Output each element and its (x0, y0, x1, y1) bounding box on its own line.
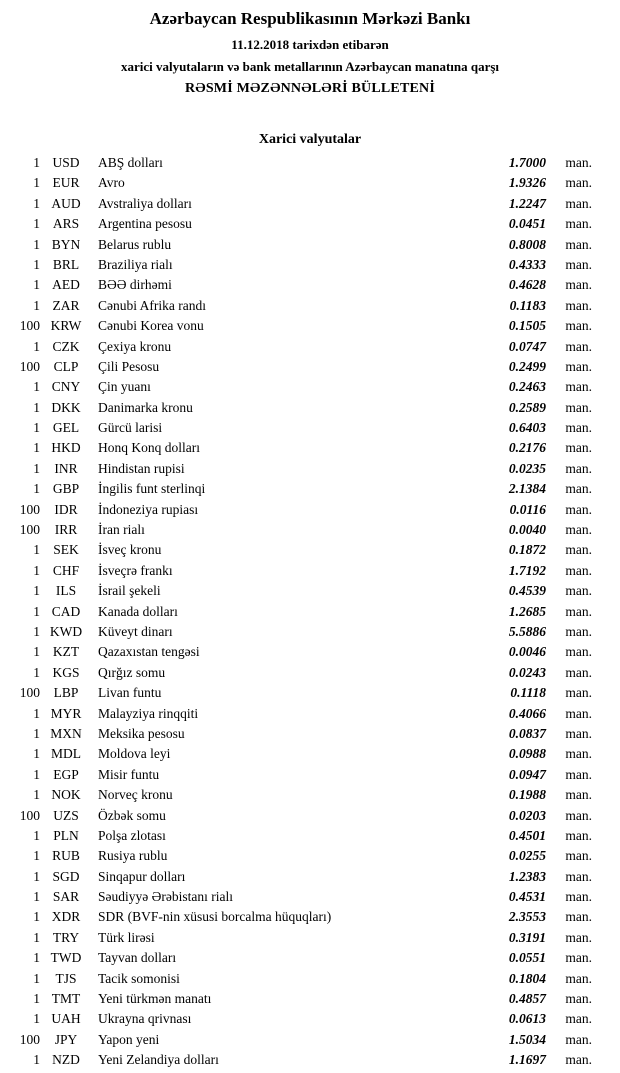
currency-name: İsveç kronu (98, 542, 162, 558)
rate-value: 0.0040 (508, 522, 546, 538)
currency-name: Küveyt dinarı (98, 623, 173, 639)
rate-value: 0.6403 (508, 420, 546, 436)
rate-unit: man. (565, 603, 592, 619)
rate-row (12, 194, 592, 214)
rate-row (12, 785, 592, 805)
rate-row (12, 561, 592, 581)
currency-name: Özbək somu (98, 807, 166, 823)
currency-quantity: 100 (19, 685, 40, 701)
currency-quantity: 1 (33, 787, 40, 803)
rate-row (12, 438, 592, 458)
rate-unit: man. (565, 277, 592, 293)
currency-name: Çexiya kronu (98, 338, 172, 354)
rate-row (12, 235, 592, 255)
rate-value: 1.2383 (508, 868, 546, 884)
rate-value: 0.0551 (508, 950, 546, 966)
currency-quantity: 1 (33, 440, 40, 456)
rate-unit: man. (565, 746, 592, 762)
currency-quantity: 100 (19, 501, 40, 517)
rate-row (12, 1050, 592, 1070)
rate-row (12, 622, 592, 642)
currency-name: İsveçrə frankı (98, 562, 173, 578)
currency-quantity: 1 (33, 338, 40, 354)
rate-row (12, 316, 592, 336)
rate-row (12, 683, 592, 703)
currency-code: KZT (52, 644, 80, 660)
currency-code: EGP (53, 766, 79, 782)
rate-value: 0.1505 (508, 318, 546, 334)
rate-value: 0.2176 (508, 440, 546, 456)
rate-unit: man. (565, 705, 592, 721)
rate-unit: man. (565, 766, 592, 782)
rate-unit: man. (565, 1011, 592, 1027)
rate-unit: man. (565, 1052, 592, 1068)
rate-value: 0.8008 (508, 236, 546, 252)
rate-unit: man. (565, 848, 592, 864)
rate-unit: man. (565, 1031, 592, 1047)
rate-unit: man. (565, 623, 592, 639)
rate-value: 0.0837 (508, 725, 546, 741)
currency-code: TRY (52, 929, 80, 945)
rate-unit: man. (565, 583, 592, 599)
currency-code: ZAR (52, 297, 80, 313)
rate-value: 0.4539 (508, 583, 546, 599)
rate-unit: man. (565, 195, 592, 211)
currency-code: INR (54, 460, 78, 476)
currency-name: Türk lirəsi (98, 929, 155, 945)
currency-quantity: 1 (33, 725, 40, 741)
rate-value: 0.4333 (508, 256, 546, 272)
currency-quantity: 1 (33, 848, 40, 864)
currency-code: TMT (51, 991, 81, 1007)
currency-quantity: 1 (33, 420, 40, 436)
bank-name-title: Azərbaycan Respublikasının Mərkəzi Bankı (149, 9, 471, 28)
rate-unit: man. (565, 562, 592, 578)
currency-name: Qırğız somu (98, 664, 166, 680)
rate-row (12, 520, 592, 540)
currency-quantity: 1 (33, 603, 40, 619)
currency-code: HKD (51, 440, 81, 456)
rate-value: 0.0203 (508, 807, 546, 823)
rate-row (12, 744, 592, 764)
currency-code: UZS (53, 807, 79, 823)
currency-code: MXN (50, 725, 82, 741)
currency-code: CHF (52, 562, 80, 578)
rate-row (12, 500, 592, 520)
rate-unit: man. (565, 787, 592, 803)
rate-value: 0.4628 (508, 277, 546, 293)
currency-name: Ukrayna qrivnası (98, 1011, 192, 1027)
rate-unit: man. (565, 950, 592, 966)
rate-value: 0.1183 (509, 297, 546, 313)
currency-quantity: 1 (33, 868, 40, 884)
currency-name: Sinqapur dolları (98, 868, 186, 884)
rate-row (12, 602, 592, 622)
rate-value: 0.0613 (508, 1011, 546, 1027)
rate-value: 0.0243 (508, 664, 546, 680)
currency-name: Polşa zlotası (98, 827, 166, 843)
rate-row (12, 826, 592, 846)
rate-value: 0.1872 (508, 542, 546, 558)
rate-row (12, 173, 592, 193)
currency-quantity: 1 (33, 155, 40, 170)
currency-name: BƏƏ dirhəmi (98, 277, 172, 293)
currency-name: İngilis funt sterlinqi (98, 481, 206, 497)
currency-quantity: 1 (33, 379, 40, 395)
rate-unit: man. (565, 868, 592, 884)
currency-quantity: 1 (33, 1011, 40, 1027)
currency-name: Səudiyyə Ərəbistanı rialı (98, 889, 233, 905)
currency-quantity: 1 (33, 889, 40, 905)
rate-unit: man. (565, 807, 592, 823)
rate-unit: man. (565, 909, 592, 925)
currency-code: BYN (51, 236, 81, 252)
currency-code: ARS (52, 216, 80, 232)
currency-code: NOK (51, 787, 81, 803)
rate-value: 0.2589 (508, 399, 546, 415)
rate-value: 0.2499 (508, 358, 546, 374)
rate-unit: man. (565, 889, 592, 905)
currency-name: İsrail şekeli (98, 583, 161, 599)
currency-quantity: 1 (33, 277, 40, 293)
rate-row (12, 867, 592, 887)
document-header (0, 6, 620, 96)
currency-quantity: 1 (33, 297, 40, 313)
rate-row (12, 806, 592, 826)
rate-row (12, 459, 592, 479)
rate-row (12, 581, 592, 601)
currency-code: MYR (50, 705, 82, 721)
currency-name: ABŞ dolları (98, 155, 163, 170)
currency-code: UAH (51, 1011, 81, 1027)
currency-quantity: 1 (33, 909, 40, 925)
currency-code: AUD (51, 195, 81, 211)
currency-quantity: 1 (33, 644, 40, 660)
rate-value: 0.4501 (508, 827, 546, 843)
currency-name: Qazaxıstan tengəsi (98, 644, 200, 660)
rate-value: 1.9326 (508, 175, 546, 191)
rate-unit: man. (565, 155, 592, 170)
rate-value: 1.7000 (508, 155, 546, 170)
rate-value: 0.4066 (508, 705, 546, 721)
rate-value: 1.1697 (508, 1052, 546, 1068)
currency-code: PLN (53, 827, 79, 843)
currency-name: Tacik somonisi (98, 970, 180, 986)
rate-value: 0.0747 (508, 338, 546, 354)
rate-row (12, 357, 592, 377)
currency-code: JPY (54, 1031, 78, 1047)
currency-name: Braziliya rialı (98, 256, 173, 272)
rate-unit: man. (565, 297, 592, 313)
currency-quantity: 100 (19, 318, 40, 334)
currency-name: Hindistan rupisi (98, 460, 185, 476)
currency-name: Yapon yeni (98, 1031, 160, 1047)
currency-quantity: 1 (33, 746, 40, 762)
currency-name: Honq Konq dolları (98, 440, 200, 456)
rate-value: 0.0255 (508, 848, 546, 864)
rate-value: 0.4857 (508, 991, 546, 1007)
rate-value: 0.1988 (508, 787, 546, 803)
bulletin-title: RƏSMİ MƏZƏNNƏLƏRİ BÜLLETENİ (184, 81, 436, 96)
currency-code: GEL (52, 420, 80, 436)
rate-unit: man. (565, 929, 592, 945)
currency-quantity: 1 (33, 583, 40, 599)
currency-quantity: 1 (33, 1052, 40, 1068)
rate-row (12, 907, 592, 927)
rate-value: 0.0451 (508, 216, 546, 232)
currency-name: Moldova leyi (98, 746, 171, 762)
currency-code: IRR (54, 522, 78, 538)
rate-row (12, 948, 592, 968)
currency-name: Danimarka kronu (98, 399, 193, 415)
rate-row (12, 989, 592, 1009)
currency-name: Belarus rublu (98, 236, 172, 252)
rate-value: 0.0046 (508, 644, 546, 660)
currency-code: EUR (52, 175, 80, 191)
rate-row (12, 928, 592, 948)
rate-row (12, 846, 592, 866)
currency-code: RUB (52, 848, 80, 864)
rate-unit: man. (565, 542, 592, 558)
rate-row (12, 418, 592, 438)
currency-code: CLP (53, 358, 79, 374)
currency-name: Kanada dolları (98, 603, 178, 619)
rate-value: 0.3191 (508, 929, 546, 945)
rate-unit: man. (565, 420, 592, 436)
currency-code: LBP (53, 685, 79, 701)
rate-unit: man. (565, 175, 592, 191)
currency-quantity: 1 (33, 950, 40, 966)
rate-value: 0.4531 (508, 889, 546, 905)
rate-value: 1.2685 (508, 603, 546, 619)
currency-code: IDR (54, 501, 78, 517)
currency-quantity: 1 (33, 399, 40, 415)
currency-code: NZD (52, 1052, 80, 1068)
currency-code: CAD (51, 603, 81, 619)
rate-row (12, 887, 592, 907)
currency-code: TJS (55, 970, 77, 986)
currency-name: Misir funtu (98, 766, 160, 782)
rates-table (0, 153, 620, 1071)
currency-quantity: 1 (33, 991, 40, 1007)
currency-name: Cənubi Afrika randı (98, 297, 206, 313)
rate-unit: man. (565, 358, 592, 374)
rate-row (12, 255, 592, 275)
rate-row (12, 1030, 592, 1050)
rate-unit: man. (565, 991, 592, 1007)
rate-unit: man. (565, 481, 592, 497)
rate-unit: man. (565, 970, 592, 986)
rate-row (12, 663, 592, 683)
currency-code: SGD (52, 868, 80, 884)
currency-code: DKK (51, 399, 81, 415)
rate-value: 0.1804 (508, 970, 546, 986)
currency-name: Yeni Zelandiya dolları (98, 1052, 219, 1068)
rate-row (12, 540, 592, 560)
currency-quantity: 1 (33, 970, 40, 986)
rate-unit: man. (565, 725, 592, 741)
rate-row (12, 377, 592, 397)
currency-quantity: 100 (19, 522, 40, 538)
currency-name: Argentina pesosu (98, 216, 192, 232)
rate-unit: man. (565, 460, 592, 476)
currency-code: KWD (49, 623, 83, 639)
rate-unit: man. (565, 644, 592, 660)
currency-code: CZK (52, 338, 80, 354)
subject-line: xarici valyutaların və bank metallarının Azərbaycan manatına qarşı (120, 59, 500, 74)
currency-quantity: 100 (19, 358, 40, 374)
currency-name: Malayziya rinqqiti (98, 705, 199, 721)
currency-quantity: 1 (33, 664, 40, 680)
currency-name: Çili Pesosu (98, 358, 160, 374)
currency-name: İran rialı (98, 522, 145, 538)
currency-code: MDL (51, 746, 81, 762)
currency-quantity: 1 (33, 216, 40, 232)
rate-unit: man. (565, 522, 592, 538)
rate-unit: man. (565, 379, 592, 395)
rate-unit: man. (565, 501, 592, 517)
rate-unit: man. (565, 685, 592, 701)
currency-quantity: 1 (33, 195, 40, 211)
currency-name: Cənubi Korea vonu (98, 318, 204, 334)
rate-value: 0.1118 (510, 685, 546, 701)
rate-value: 0.0947 (508, 766, 546, 782)
currency-quantity: 1 (33, 705, 40, 721)
currency-quantity: 1 (33, 236, 40, 252)
rate-value: 1.7192 (508, 562, 546, 578)
currency-name: Tayvan dolları (98, 950, 177, 966)
currency-code: GBP (52, 481, 80, 497)
currency-code: SEK (53, 542, 79, 558)
currency-code: CNY (51, 379, 81, 395)
rate-unit: man. (565, 216, 592, 232)
currency-name: Norveç kronu (98, 787, 173, 803)
currency-quantity: 1 (33, 460, 40, 476)
currency-name: Rusiya rublu (98, 848, 168, 864)
rate-value: 0.0988 (508, 746, 546, 762)
currency-quantity: 1 (33, 542, 40, 558)
rate-unit: man. (565, 664, 592, 680)
currency-code: USD (52, 155, 80, 170)
rate-unit: man. (565, 236, 592, 252)
rate-row (12, 479, 592, 499)
currency-code: SAR (52, 889, 80, 905)
rate-unit: man. (565, 399, 592, 415)
rate-unit: man. (565, 338, 592, 354)
currency-quantity: 1 (33, 175, 40, 191)
rate-row (12, 337, 592, 357)
rate-value: 5.5886 (508, 623, 546, 639)
rate-unit: man. (565, 440, 592, 456)
currency-name: SDR (BVF-nin xüsusi borcalma hüquqları) (98, 909, 332, 925)
currency-quantity: 1 (33, 481, 40, 497)
rate-value: 2.1384 (508, 481, 546, 497)
currency-code: ILS (55, 583, 77, 599)
currency-name: Çin yuanı (98, 379, 151, 395)
rate-value: 0.2463 (508, 379, 546, 395)
rate-value: 2.3553 (508, 909, 546, 925)
currency-quantity: 1 (33, 827, 40, 843)
rate-row (12, 296, 592, 316)
currency-name: Avro (98, 175, 125, 191)
rate-row (12, 275, 592, 295)
currency-name: Meksika pesosu (98, 725, 185, 741)
currency-code: XDR (51, 909, 81, 925)
rate-row (12, 214, 592, 234)
rate-value: 0.0235 (508, 460, 546, 476)
currency-quantity: 1 (33, 256, 40, 272)
currency-code: AED (52, 277, 80, 293)
currency-name: İndoneziya rupiası (98, 501, 199, 517)
currency-name: Livan funtu (98, 685, 162, 701)
rate-value: 1.5034 (508, 1031, 546, 1047)
currency-code: TWD (50, 950, 82, 966)
rate-unit: man. (565, 256, 592, 272)
currency-name: Gürcü larisi (98, 420, 163, 436)
currency-quantity: 1 (33, 623, 40, 639)
effective-date-line: 11.12.2018 tarixdən etibarən (231, 37, 389, 52)
currency-name: Avstraliya dolları (98, 195, 192, 211)
currency-quantity: 1 (33, 766, 40, 782)
rate-row (12, 398, 592, 418)
rate-row (12, 724, 592, 744)
rate-row (12, 765, 592, 785)
currency-quantity: 1 (33, 562, 40, 578)
rate-row (12, 642, 592, 662)
rate-row (12, 1009, 592, 1029)
rate-unit: man. (565, 318, 592, 334)
rate-unit: man. (565, 827, 592, 843)
currency-name: Yeni türkmən manatı (98, 991, 212, 1007)
rate-value: 0.0116 (509, 501, 546, 517)
currency-quantity: 100 (19, 807, 40, 823)
section-title-foreign-currencies: Xarici valyutalar (258, 132, 362, 147)
rate-value: 1.2247 (508, 195, 546, 211)
currency-quantity: 100 (19, 1031, 40, 1047)
currency-code: KRW (50, 318, 82, 334)
rate-row (12, 969, 592, 989)
currency-code: BRL (52, 256, 80, 272)
currency-code: KGS (52, 664, 80, 680)
rate-row (12, 704, 592, 724)
rate-row (12, 153, 592, 173)
currency-quantity: 1 (33, 929, 40, 945)
